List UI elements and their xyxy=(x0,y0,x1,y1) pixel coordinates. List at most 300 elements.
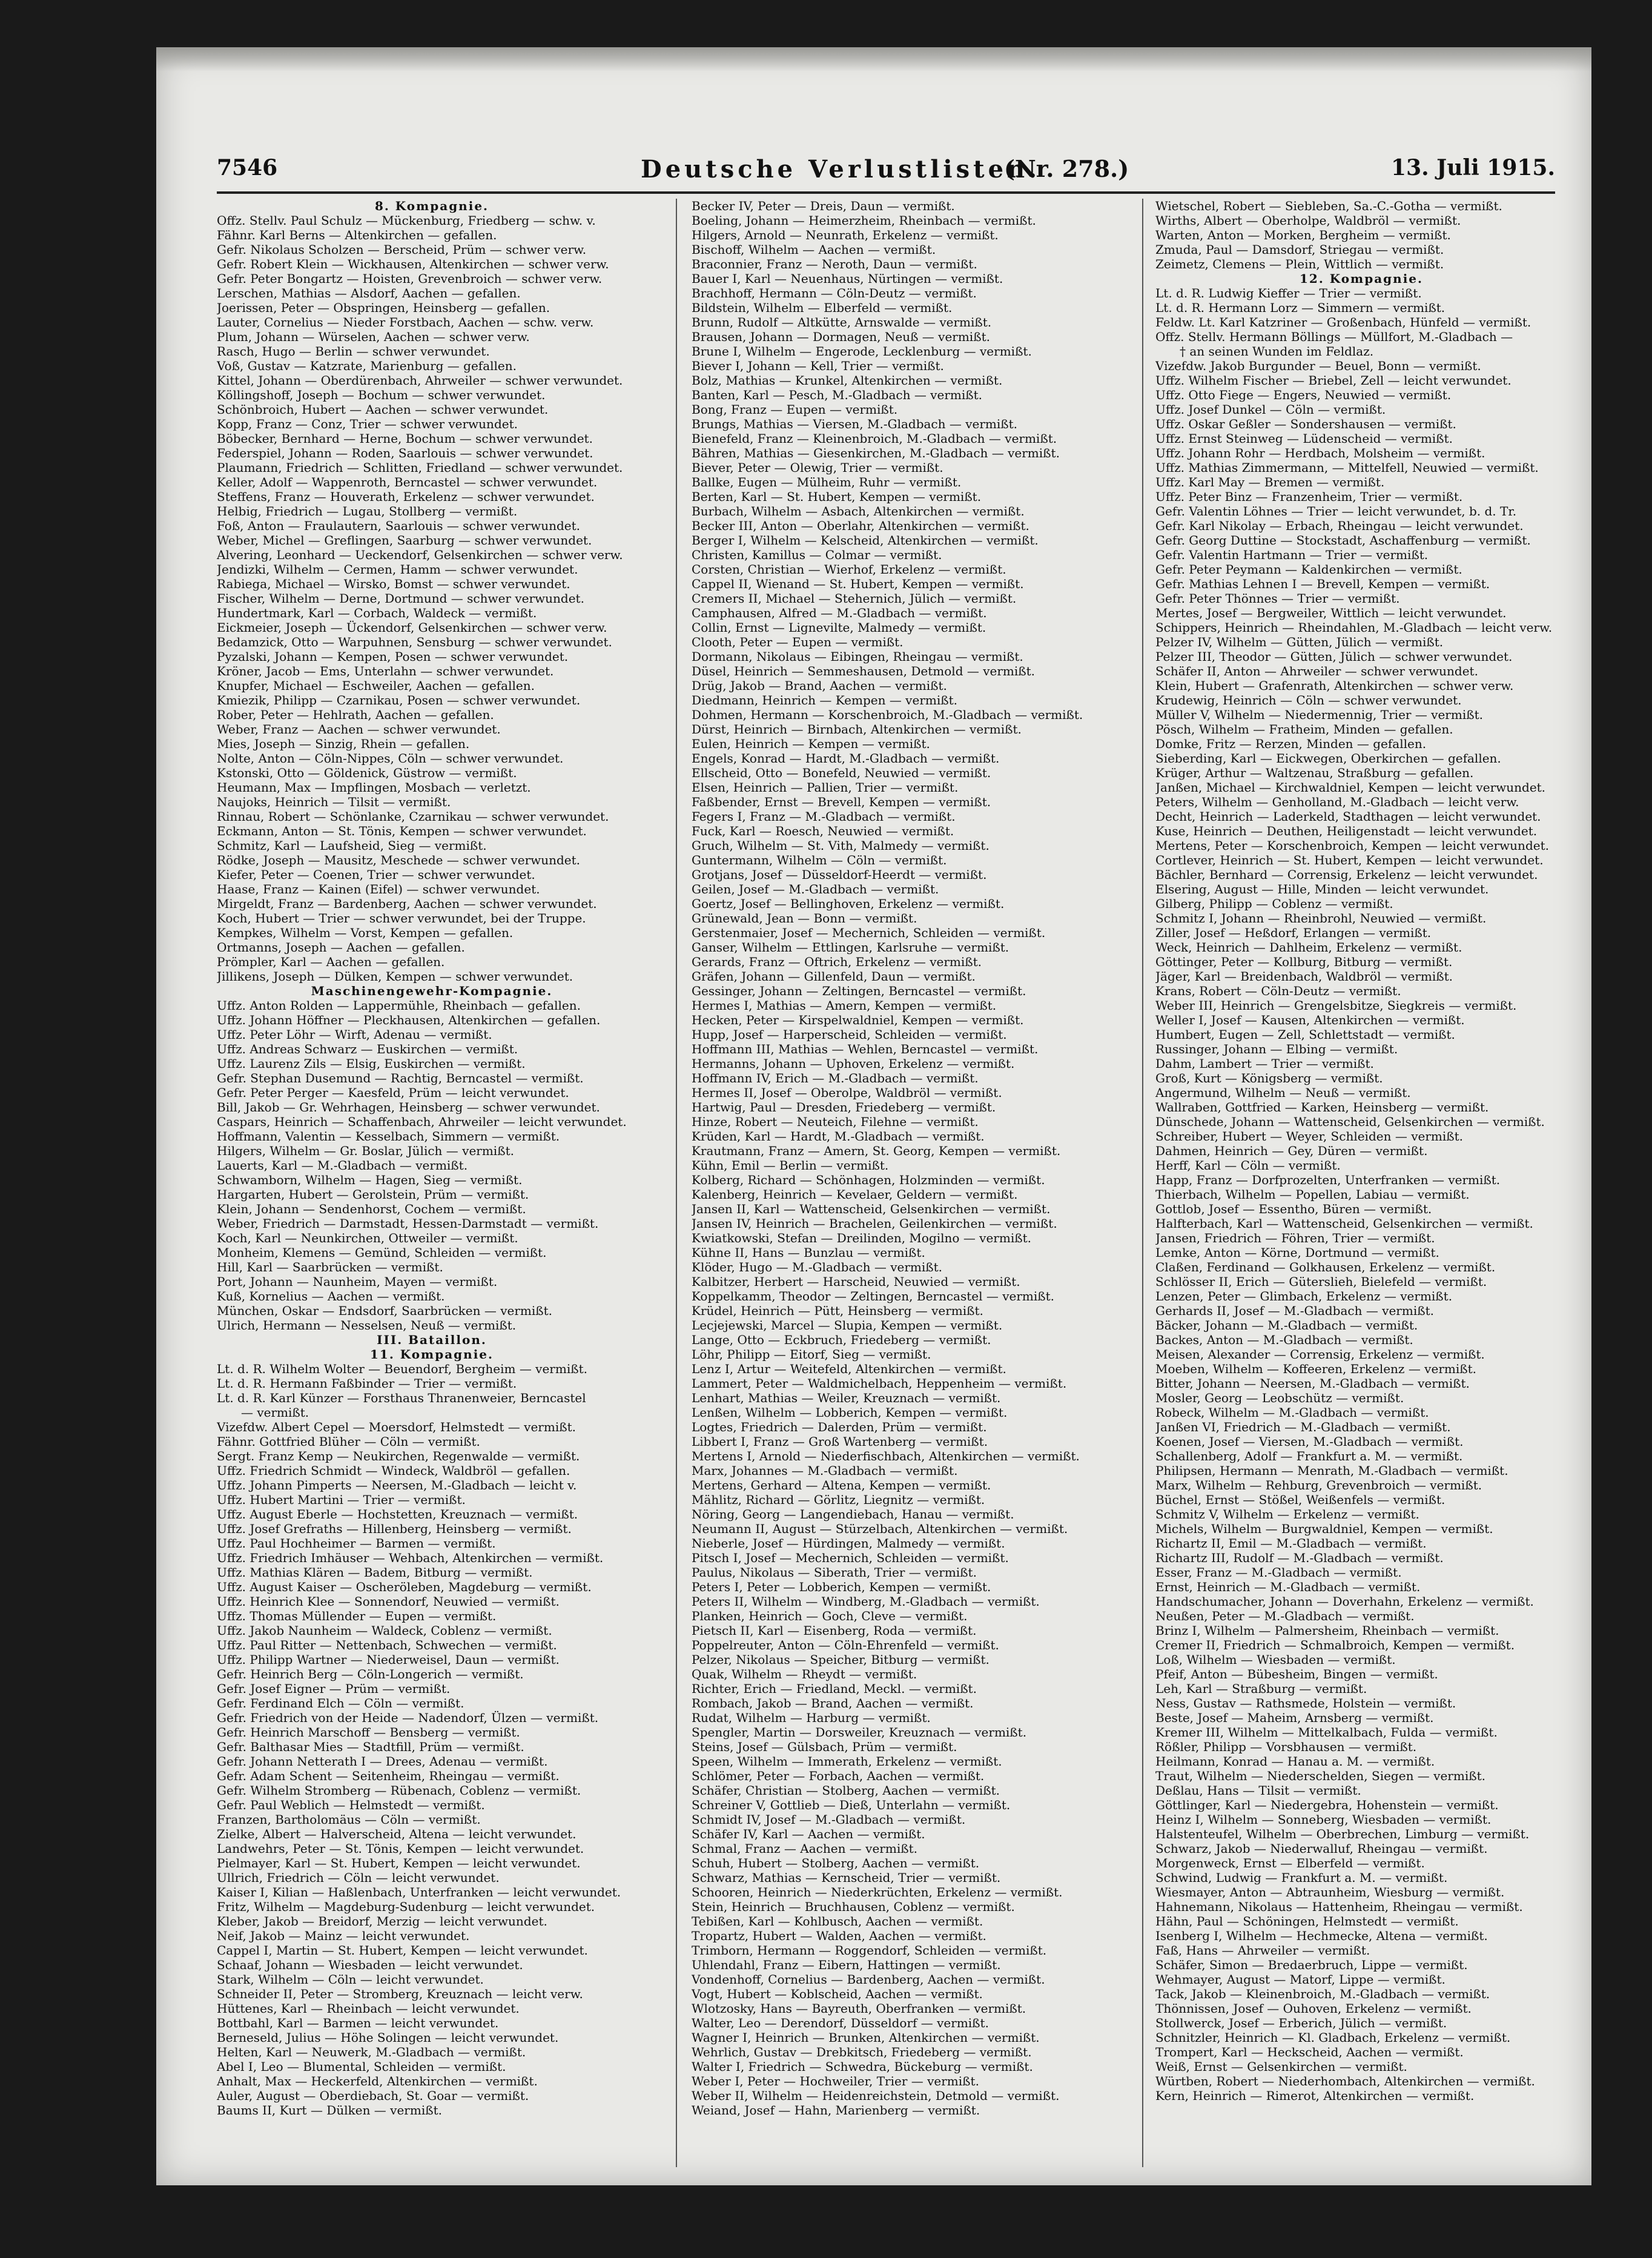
casualty-entry: Schmitz I, Johann — Rheinbrohl, Neuwied — vermißt. xyxy=(1155,911,1487,925)
casualty-entry: Bischoff, Wilhelm — Aachen — vermißt. xyxy=(692,242,936,257)
casualty-entry: Bong, Franz — Eupen — vermißt. xyxy=(692,402,898,417)
casualty-entry: Janßen VI, Friedrich — M.-Gladbach — vermißt. xyxy=(1155,1420,1451,1434)
casualty-entry: Federspiel, Johann — Roden, Saarlouis — schwer verwundet. xyxy=(217,446,593,460)
casualty-entry: Uffz. Johann Pimperts — Neersen, M.-Gladbach — leicht v. xyxy=(217,1478,577,1492)
casualty-entry: Brunn, Rudolf — Altkütte, Arnswalde — vermißt. xyxy=(692,315,992,329)
casualty-entry: Hermes I, Mathias — Amern, Kempen — vermißt. xyxy=(692,998,997,1013)
casualty-entry: Banten, Karl — Pesch, M.-Gladbach — vermißt. xyxy=(692,388,982,402)
casualty-entry: Ziller, Josef — Heßdorf, Erlangen — vermißt. xyxy=(1155,925,1432,940)
casualty-entry: Feldw. Lt. Karl Katzriner — Großenbach, Hünfeld — vermißt. xyxy=(1155,315,1531,329)
casualty-entry: Marx, Johannes — M.-Gladbach — vermißt. xyxy=(692,1463,958,1478)
casualty-entry: Ullrich, Friedrich — Cöln — leicht verwundet. xyxy=(217,1870,500,1885)
casualty-entry: Corsten, Christian — Wierhof, Erkelenz — vermißt. xyxy=(692,562,1006,577)
casualty-entry: Heumann, Max — Impflingen, Mosbach — verletzt. xyxy=(217,780,531,795)
casualty-entry: Fähnr. Karl Berns — Altenkirchen — gefallen. xyxy=(217,228,497,242)
casualty-entry: Krans, Robert — Cöln-Deutz — vermißt. xyxy=(1155,984,1401,998)
casualty-entry: Rasch, Hugo — Berlin — schwer verwundet. xyxy=(217,344,490,359)
casualty-entry: Foß, Anton — Fraulautern, Saarlouis — schwer verwundet. xyxy=(217,518,580,533)
section-heading: 8. Kompagnie. xyxy=(374,199,489,213)
casualty-entry: Würtben, Robert — Niederhombach, Altenkirchen — vermißt. xyxy=(1155,2074,1535,2088)
casualty-entry: Heilmann, Konrad — Hanau a. M. — vermißt. xyxy=(1155,1754,1435,1769)
casualty-entry: Jillikens, Joseph — Dülken, Kempen — schwer verwundet. xyxy=(217,969,573,984)
casualty-entry: Gefr. Ferdinand Elch — Cöln — vermißt. xyxy=(217,1696,464,1710)
casualty-entry: Hundertmark, Karl — Corbach, Waldeck — vermißt. xyxy=(217,606,537,620)
casualty-entry: Hahnemann, Nikolaus — Hattenheim, Rheingau — vermißt. xyxy=(1155,1899,1523,1914)
casualty-entry: Neußen, Peter — M.-Gladbach — vermißt. xyxy=(1155,1609,1415,1623)
casualty-entry: Uffz. August Kaiser — Oscheröleben, Magdeburg — vermißt. xyxy=(217,1580,592,1594)
casualty-entry: Schlösser II, Erich — Güterslieh, Bielefeld — vermißt. xyxy=(1155,1274,1487,1289)
casualty-entry: Uffz. Josef Dunkel — Cöln — vermißt. xyxy=(1155,402,1386,417)
casualty-entry: Uffz. Heinrich Klee — Sonnendorf, Neuwied — vermißt. xyxy=(217,1594,560,1609)
casualty-entry: Lt. d. R. Ludwig Kieffer — Trier — vermißt. xyxy=(1155,286,1422,300)
casualty-entry: Kuse, Heinrich — Deuthen, Heiligenstadt — leicht verwundet. xyxy=(1155,824,1538,838)
casualty-entry: Gefr. Wilhelm Stromberg — Rübenach, Coblenz — vermißt. xyxy=(217,1783,581,1798)
casualty-entry: Gefr. Heinrich Berg — Cöln-Longerich — vermißt. xyxy=(217,1667,524,1681)
section-heading: 12. Kompagnie. xyxy=(1300,271,1423,286)
casualty-entry: Koch, Hubert — Trier — schwer verwundet, bei der Truppe. xyxy=(217,911,586,925)
casualty-entry: Fegers I, Franz — M.-Gladbach — vermißt. xyxy=(692,809,956,824)
casualty-entry: Richter, Erich — Friedland, Meckl. — vermißt. xyxy=(692,1681,977,1696)
casualty-entry: Schallenberg, Adolf — Frankfurt a. M. — vermißt. xyxy=(1155,1449,1463,1463)
casualty-entry: Zielke, Albert — Halverscheid, Altena — leicht verwundet. xyxy=(217,1827,577,1841)
section-heading: III. Bataillon. xyxy=(377,1333,487,1347)
casualty-entry: Libbert I, Franz — Groß Wartenberg — vermißt. xyxy=(692,1434,988,1449)
casualty-entry: Keller, Adolf — Wappenroth, Berncastel — schwer verwundet. xyxy=(217,475,598,489)
casualty-entry: Nöring, Georg — Langendiebach, Hanau — vermißt. xyxy=(692,1507,1014,1521)
casualty-entry: Angermund, Wilhelm — Neuß — vermißt. xyxy=(1155,1085,1411,1100)
casualty-entry: Lenßen, Wilhelm — Lobberich, Kempen — vermißt. xyxy=(692,1405,1008,1420)
casualty-entry: Jansen IV, Heinrich — Brachelen, Geilenkirchen — vermißt. xyxy=(692,1216,1057,1231)
casualty-entry: Paulus, Nikolaus — Siberath, Trier — vermißt. xyxy=(692,1565,977,1580)
casualty-entry: Gefr. Valentin Hartmann — Trier — vermißt. xyxy=(1155,548,1429,562)
casualty-entry: Backes, Anton — M.-Gladbach — vermißt. xyxy=(1155,1333,1413,1347)
casualty-entry: Eulen, Heinrich — Kempen — vermißt. xyxy=(692,737,930,751)
casualty-entry: Krudewig, Heinrich — Cöln — schwer verwundet. xyxy=(1155,693,1462,707)
casualty-entry: Brausen, Johann — Dormagen, Neuß — vermißt. xyxy=(692,329,990,344)
casualty-entry: Helbig, Friedrich — Lugau, Stollberg — vermißt. xyxy=(217,504,518,518)
casualty-entry: Schreiber, Hubert — Weyer, Schleiden — vermißt. xyxy=(1155,1129,1463,1144)
casualty-entry: Vondenhoff, Cornelius — Bardenberg, Aachen — vermißt. xyxy=(692,1972,1045,1987)
casualty-entry: Wehrlich, Gustav — Drebkitsch, Friedeberg — vermißt. xyxy=(692,2045,1032,2059)
casualty-entry: Prömpler, Karl — Aachen — gefallen. xyxy=(217,955,445,969)
casualty-entry: Hüttenes, Karl — Rheinbach — leicht verwundet. xyxy=(217,2001,520,2016)
casualty-entry: Pielmayer, Karl — St. Hubert, Kempen — leicht verwundet. xyxy=(217,1856,581,1870)
casualty-entry: Braconnier, Franz — Neroth, Daun — vermißt. xyxy=(692,257,977,271)
casualty-entry: Hecken, Peter — Kirspelwaldniel, Kempen — vermißt. xyxy=(692,1013,1024,1027)
casualty-entry: Elsen, Heinrich — Pallien, Trier — vermißt. xyxy=(692,780,959,795)
casualty-entry: Gefr. Mathias Lehnen I — Brevell, Kempen — vermißt. xyxy=(1155,577,1490,591)
casualty-entry: Plaumann, Friedrich — Schlitten, Friedland — schwer verwundet. xyxy=(217,460,623,475)
casualty-entry: Krüger, Arthur — Waltzenau, Straßburg — gefallen. xyxy=(1155,766,1474,780)
casualty-entry: Gefr. Georg Duttine — Stockstadt, Aschaffenburg — vermißt. xyxy=(1155,533,1531,548)
casualty-entry: Sieberding, Karl — Eickwegen, Oberkirchen — gefallen. xyxy=(1155,751,1501,766)
casualty-entry: Wiesmayer, Anton — Abtraunheim, Wiesburg — vermißt. xyxy=(1155,1885,1505,1899)
casualty-entry: Sergt. Franz Kemp — Neukirchen, Regenwalde — vermißt. xyxy=(217,1449,580,1463)
casualty-entry: Wirths, Albert — Oberholpe, Waldbröl — vermißt. xyxy=(1155,213,1461,228)
casualty-entry: Böbecker, Bernhard — Herne, Bochum — schwer verwundet. xyxy=(217,431,593,446)
text-column-2 xyxy=(692,199,1115,2173)
casualty-entry: Schlömer, Peter — Forbach, Aachen — vermißt. xyxy=(692,1769,985,1783)
casualty-entry: Vogt, Hubert — Koblscheid, Aachen — vermißt. xyxy=(692,1987,983,2001)
casualty-entry: Lenz I, Artur — Weitefeld, Altenkirchen — vermißt. xyxy=(692,1362,1006,1376)
casualty-entry: Gefr. Nikolaus Scholzen — Berscheid, Prüm — schwer verw. xyxy=(217,242,587,257)
casualty-entry: Hill, Karl — Saarbrücken — vermißt. xyxy=(217,1260,443,1274)
casualty-entry: Brune I, Wilhelm — Engerode, Lecklenburg — vermißt. xyxy=(692,344,1032,359)
casualty-entry: Schwind, Ludwig — Frankfurt a. M. — vermißt. xyxy=(1155,1870,1448,1885)
casualty-entry: Fähnr. Gottfried Blüher — Cöln — vermißt. xyxy=(217,1434,480,1449)
casualty-entry: Plum, Johann — Würselen, Aachen — schwer verw. xyxy=(217,329,530,344)
casualty-entry: Russinger, Johann — Elbing — vermißt. xyxy=(1155,1042,1398,1056)
casualty-entry: Löhr, Philipp — Eitorf, Sieg — vermißt. xyxy=(692,1347,931,1362)
casualty-entry: Pelzer IV, Wilhelm — Gütten, Jülich — vermißt. xyxy=(1155,635,1444,649)
casualty-entry: Uffz. Paul Hochheimer — Barmen — vermißt. xyxy=(217,1536,496,1551)
casualty-entry: Zmuda, Paul — Damsdorf, Striegau — vermißt. xyxy=(1155,242,1444,257)
casualty-entry: Hupp, Josef — Harperscheid, Schleiden — vermißt. xyxy=(692,1027,1007,1042)
casualty-entry: Schäfer, Christian — Stolberg, Aachen — vermißt. xyxy=(692,1783,1000,1798)
casualty-entry: Vizefdw. Albert Cepel — Moersdorf, Helmstedt — vermißt. xyxy=(217,1420,576,1434)
casualty-entry: Krautmann, Franz — Amern, St. Georg, Kempen — vermißt. xyxy=(692,1144,1061,1158)
casualty-entry: Gefr. Heinrich Marschoff — Bensberg — vermißt. xyxy=(217,1725,520,1740)
casualty-entry: Uffz. Friedrich Schmidt — Windeck, Waldbröl — gefallen. xyxy=(217,1463,570,1478)
casualty-entry: Jäger, Karl — Breidenbach, Waldbröl — vermißt. xyxy=(1155,969,1453,984)
casualty-entry: Dahmen, Heinrich — Gey, Düren — vermißt. xyxy=(1155,1144,1428,1158)
page-header xyxy=(217,155,1555,191)
casualty-entry: Collin, Ernst — Lignevilte, Malmedy — vermißt. xyxy=(692,620,986,635)
casualty-entry: Kstonski, Otto — Göldenick, Güstrow — vermißt. xyxy=(217,766,517,780)
issue-number: (Nr. 278.) xyxy=(1004,155,1129,182)
casualty-entry: Weber I, Peter — Hochweiler, Trier — vermißt. xyxy=(692,2074,979,2088)
casualty-entry: Peters I, Peter — Lobberich, Kempen — vermißt. xyxy=(692,1580,991,1594)
casualty-entry: Lauter, Cornelius — Nieder Forstbach, Aachen — schw. verw. xyxy=(217,315,594,329)
casualty-entry: Wagner I, Heinrich — Brunken, Altenkirchen — vermißt. xyxy=(692,2030,1040,2045)
section-heading: 11. Kompagnie. xyxy=(370,1347,494,1362)
casualty-entry: Schaaf, Johann — Wiesbaden — leicht verwundet. xyxy=(217,1958,523,1972)
casualty-entry: Lt. d. R. Wilhelm Wolter — Beuendorf, Bergheim — vermißt. xyxy=(217,1362,587,1376)
casualty-entry: Brachhoff, Hermann — Cöln-Deutz — vermißt. xyxy=(692,286,977,300)
casualty-entry: Steffens, Franz — Houverath, Erkelenz — schwer verwundet. xyxy=(217,489,595,504)
casualty-entry: Uhlendahl, Franz — Eibern, Hattingen — vermißt. xyxy=(692,1958,1001,1972)
casualty-entry: Pietsch II, Karl — Eisenberg, Roda — vermißt. xyxy=(692,1623,977,1638)
casualty-entry: Pfeif, Anton — Bübesheim, Bingen — vermißt. xyxy=(1155,1667,1438,1681)
casualty-entry: Bienefeld, Franz — Kleinenbroich, M.-Gladbach — vermißt. xyxy=(692,431,1057,446)
casualty-entry: Klein, Johann — Sendenhorst, Cochem — vermißt. xyxy=(217,1202,526,1216)
casualty-entry: Leh, Karl — Straßburg — vermißt. xyxy=(1155,1681,1367,1696)
casualty-entry: Schäfer, Simon — Bredaerbruch, Lippe — vermißt. xyxy=(1155,1958,1468,1972)
casualty-entry: Walter, Leo — Derendorf, Düsseldorf — vermißt. xyxy=(692,2016,989,2030)
casualty-entry: Jansen II, Karl — Wattenscheid, Gelsenkirchen — vermißt. xyxy=(692,1202,1051,1216)
casualty-entry: Uffz. Josef Grefraths — Hillenberg, Heinsberg — vermißt. xyxy=(217,1521,572,1536)
casualty-entry: Abel I, Leo — Blumental, Schleiden — vermißt. xyxy=(217,2059,506,2074)
casualty-entry: Berten, Karl — St. Hubert, Kempen — vermißt. xyxy=(692,489,982,504)
casualty-entry: Schäfer II, Anton — Ahrweiler — schwer verwundet. xyxy=(1155,664,1478,678)
casualty-entry: Engels, Konrad — Hardt, M.-Gladbach — vermißt. xyxy=(692,751,1000,766)
casualty-entry: Halfterbach, Karl — Wattenscheid, Gelsenkirchen — vermißt. xyxy=(1155,1216,1533,1231)
casualty-entry: Clooth, Peter — Eupen — vermißt. xyxy=(692,635,904,649)
casualty-entry: Uffz. Peter Binz — Franzenheim, Trier — vermißt. xyxy=(1155,489,1463,504)
casualty-entry: Port, Johann — Naunheim, Mayen — vermißt. xyxy=(217,1274,498,1289)
casualty-entry: Uffz. Jakob Naunheim — Waldeck, Coblenz — vermißt. xyxy=(217,1623,552,1638)
casualty-entry: Berneseld, Julius — Höhe Solingen — leicht verwundet. xyxy=(217,2030,559,2045)
casualty-entry: Gefr. Peter Bongartz — Hoisten, Grevenbroich — schwer verw. xyxy=(217,271,603,286)
casualty-entry: Berger I, Wilhelm — Kelscheid, Altenkirchen — vermißt. xyxy=(692,533,1039,548)
casualty-entry: Richartz II, Emil — M.-Gladbach — vermißt. xyxy=(1155,1536,1427,1551)
casualty-entry: Fuck, Karl — Roesch, Neuwied — vermißt. xyxy=(692,824,954,838)
casualty-entry: Schwarz, Mathias — Kernscheid, Trier — vermißt. xyxy=(692,1870,1001,1885)
casualty-entry: Ortmanns, Joseph — Aachen — gefallen. xyxy=(217,940,465,955)
casualty-entry: Hoffmann IV, Erich — M.-Gladbach — vermißt. xyxy=(692,1071,979,1085)
casualty-entry: Grotjans, Josef — Düsseldorf-Heerdt — vermißt. xyxy=(692,867,987,882)
casualty-entry: Büchel, Ernst — Stößel, Weißenfels — vermißt. xyxy=(1155,1492,1446,1507)
casualty-entry: Schwamborn, Wilhelm — Hagen, Sieg — vermißt. xyxy=(217,1173,523,1187)
casualty-entry: Gräfen, Johann — Gillenfeld, Daun — vermißt. xyxy=(692,969,976,984)
casualty-entry: Fritz, Wilhelm — Magdeburg-Sudenburg — leicht verwundet. xyxy=(217,1899,595,1914)
casualty-entry: Weller I, Josef — Kausen, Altenkirchen — vermißt. xyxy=(1155,1013,1465,1027)
casualty-entry: Zeimetz, Clemens — Plein, Wittlich — vermißt. xyxy=(1155,257,1444,271)
casualty-entry: † an seinen Wunden im Feldlaz. xyxy=(1180,344,1374,359)
casualty-entry: Ernst, Heinrich — M.-Gladbach — vermißt. xyxy=(1155,1580,1421,1594)
casualty-entry: Gerards, Franz — Oftrich, Erkelenz — vermißt. xyxy=(692,955,982,969)
casualty-entry: Koppelkamm, Theodor — Zeltingen, Berncastel — vermißt. xyxy=(692,1289,1055,1303)
casualty-entry: Rödke, Joseph — Mausitz, Meschede — schwer verwundet. xyxy=(217,853,581,867)
casualty-entry: Loß, Wilhelm — Wiesbaden — vermißt. xyxy=(1155,1652,1396,1667)
casualty-entry: Uffz. Johann Rohr — Herdbach, Molsheim — vermißt. xyxy=(1155,446,1485,460)
casualty-entry: Humbert, Eugen — Zell, Schlettstadt — vermißt. xyxy=(1155,1027,1455,1042)
casualty-entry: Gefr. Adam Schent — Seitenheim, Rheingau — vermißt. xyxy=(217,1769,560,1783)
casualty-entry: Weber, Franz — Aachen — schwer verwundet. xyxy=(217,722,501,737)
casualty-entry: Ganser, Wilhelm — Ettlingen, Karlsruhe — vermißt. xyxy=(692,940,1009,955)
casualty-entry: Uffz. Mathias Zimmermann, — Mittelfell, Neuwied — vermißt. xyxy=(1155,460,1539,475)
casualty-entry: Uffz. Anton Rolden — Lappermühle, Rheinbach — gefallen. xyxy=(217,998,581,1013)
casualty-entry: Goertz, Josef — Bellinghoven, Erkelenz — vermißt. xyxy=(692,896,1005,911)
casualty-entry: Bäcker, Johann — M.-Gladbach — vermißt. xyxy=(1155,1318,1418,1333)
casualty-entry: Bildstein, Wilhelm — Elberfeld — vermißt. xyxy=(692,300,953,315)
casualty-entry: Gefr. Josef Eigner — Prüm — vermißt. xyxy=(217,1681,451,1696)
casualty-entry: Tropartz, Hubert — Walden, Aachen — vermißt. xyxy=(692,1929,986,1943)
newspaper-page xyxy=(156,47,1591,2185)
casualty-entry: Gefr. Friedrich von der Heide — Nadendorf, Ülzen — vermißt. xyxy=(217,1710,599,1725)
publication-title: Deutsche Verlustlisten. xyxy=(641,155,1041,184)
casualty-entry: Walter I, Friedrich — Schwedra, Bückeburg — vermißt. xyxy=(692,2059,1033,2074)
casualty-entry: Cappel I, Martin — St. Hubert, Kempen — leicht verwundet. xyxy=(217,1943,588,1958)
casualty-entry: Weber II, Wilhelm — Heidenreichstein, Detmold — vermißt. xyxy=(692,2088,1060,2103)
casualty-entry: Naujoks, Heinrich — Tilsit — vermißt. xyxy=(217,795,451,809)
casualty-entry: Gefr. Balthasar Mies — Stadtfill, Prüm — vermißt. xyxy=(217,1740,524,1754)
casualty-entry: Wietschel, Robert — Siebleben, Sa.-C.-Gotha — vermißt. xyxy=(1155,199,1502,213)
casualty-entry: Hargarten, Hubert — Gerolstein, Prüm — vermißt. xyxy=(217,1187,529,1202)
casualty-entry: Kaiser I, Kilian — Haßlenbach, Unterfranken — leicht verwundet. xyxy=(217,1885,621,1899)
casualty-entry: Kolberg, Richard — Schönhagen, Holzminden — vermißt. xyxy=(692,1173,1045,1187)
casualty-entry: Ellscheid, Otto — Bonefeld, Neuwied — vermißt. xyxy=(692,766,991,780)
casualty-entry: Tack, Jakob — Kleinenbroich, M.-Gladbach — vermißt. xyxy=(1155,1987,1490,2001)
casualty-entry: Vizefdw. Jakob Burgunder — Beuel, Bonn — vermißt. xyxy=(1155,359,1481,373)
casualty-entry: Gefr. Peter Thönnes — Trier — vermißt. xyxy=(1155,591,1400,606)
casualty-entry: Bitter, Johann — Neersen, M.-Gladbach — vermißt. xyxy=(1155,1376,1470,1391)
casualty-entry: Warten, Anton — Morken, Bergheim — vermißt. xyxy=(1155,228,1451,242)
casualty-entry: Uffz. Philipp Wartner — Niederweisel, Daun — vermißt. xyxy=(217,1652,560,1667)
casualty-entry: Weiand, Josef — Hahn, Marienberg — vermißt. xyxy=(692,2103,980,2117)
casualty-entry: Jansen, Friedrich — Föhren, Trier — vermißt. xyxy=(1155,1231,1435,1245)
casualty-entry: Franzen, Bartholomäus — Cöln — vermißt. xyxy=(217,1812,481,1827)
casualty-entry: Rabiega, Michael — Wirsko, Bomst — schwer verwundet. xyxy=(217,577,570,591)
casualty-entry: Eckmann, Anton — St. Tönis, Kempen — schwer verwundet. xyxy=(217,824,587,838)
casualty-entry: Pösch, Wilhelm — Fratheim, Minden — gefallen. xyxy=(1155,722,1453,737)
casualty-entry: Decht, Heinrich — Laderkeld, Stadthagen — leicht verwundet. xyxy=(1155,809,1541,824)
casualty-entry: Weber, Friedrich — Darmstadt, Hessen-Darmstadt — vermißt. xyxy=(217,1216,599,1231)
casualty-entry: Hermanns, Johann — Uphoven, Erkelenz — vermißt. xyxy=(692,1056,1015,1071)
casualty-entry: Kiefer, Peter — Coenen, Trier — schwer verwundet. xyxy=(217,867,535,882)
casualty-entry: Kempkes, Wilhelm — Vorst, Kempen — gefallen. xyxy=(217,925,514,940)
casualty-entry: Haase, Franz — Kainen (Eifel) — schwer verwundet. xyxy=(217,882,540,896)
casualty-entry: Bedamzick, Otto — Warpuhnen, Sensburg — schwer verwundet. xyxy=(217,635,612,649)
casualty-entry: Peters II, Wilhelm — Windberg, M.-Gladbach — vermißt. xyxy=(692,1594,1040,1609)
casualty-entry: Pyzalski, Johann — Kempen, Posen — schwer verwundet. xyxy=(217,649,569,664)
casualty-entry: Wlotzosky, Hans — Bayreuth, Oberfranken — vermißt. xyxy=(692,2001,1026,2016)
casualty-entry: Uffz. August Eberle — Hochstetten, Kreuznach — vermißt. xyxy=(217,1507,578,1521)
casualty-entry: Landwehrs, Peter — St. Tönis, Kempen — leicht verwundet. xyxy=(217,1841,584,1856)
casualty-entry: Wallraben, Gottfried — Karken, Heinsberg — vermißt. xyxy=(1155,1100,1489,1114)
casualty-entry: Tebißen, Karl — Kohlbusch, Aachen — vermißt. xyxy=(692,1914,983,1929)
casualty-entry: Lange, Otto — Eckbruch, Friedeberg — vermißt. xyxy=(692,1333,991,1347)
casualty-entry: Lecjejewski, Marcel — Slupia, Kempen — vermißt. xyxy=(692,1318,1003,1333)
casualty-entry: Kmiezik, Philipp — Czarnikau, Posen — schwer verwundet. xyxy=(217,693,581,707)
casualty-entry: Esser, Franz — M.-Gladbach — vermißt. xyxy=(1155,1565,1402,1580)
casualty-entry: Rudat, Wilhelm — Harburg — vermißt. xyxy=(692,1710,931,1725)
casualty-entry: Kittel, Johann — Oberdürenbach, Ahrweiler — schwer verwundet. xyxy=(217,373,623,388)
casualty-entry: Mertens, Peter — Korschenbroich, Kempen — leicht verwundet. xyxy=(1155,838,1549,853)
casualty-entry: Mies, Joseph — Sinzig, Rhein — gefallen. xyxy=(217,737,470,751)
casualty-entry: Hoffmann III, Mathias — Wehlen, Berncastel — vermißt. xyxy=(692,1042,1039,1056)
casualty-entry: Gefr. Robert Klein — Wickhausen, Altenkirchen — schwer verw. xyxy=(217,257,609,271)
casualty-entry: Speen, Wilhelm — Immerath, Erkelenz — vermißt. xyxy=(692,1754,1002,1769)
casualty-entry: Richartz III, Rudolf — M.-Gladbach — vermißt. xyxy=(1155,1551,1444,1565)
casualty-entry: Domke, Fritz — Rerzen, Minden — gefallen. xyxy=(1155,737,1427,751)
casualty-entry: Moeben, Wilhelm — Koffeeren, Erkelenz — vermißt. xyxy=(1155,1362,1476,1376)
casualty-entry: Dohmen, Hermann — Korschenbroich, M.-Gladbach — vermißt. xyxy=(692,707,1083,722)
casualty-entry: Gefr. Valentin Löhnes — Trier — leicht verwundet, b. d. Tr. xyxy=(1155,504,1517,518)
page-edge-shadow xyxy=(156,47,1591,71)
casualty-entry: Drüg, Jakob — Brand, Aachen — vermißt. xyxy=(692,678,947,693)
casualty-entry: Uffz. Karl May — Bremen — vermißt. xyxy=(1155,475,1385,489)
casualty-entry: Kühne II, Hans — Bunzlau — vermißt. xyxy=(692,1245,925,1260)
casualty-entry: Neif, Jakob — Mainz — leicht verwundet. xyxy=(217,1929,470,1943)
casualty-entry: Bächler, Bernhard — Corrensig, Erkelenz — leicht verwundet. xyxy=(1155,867,1538,882)
casualty-entry: Anhalt, Max — Heckerfeld, Altenkirchen — vermißt. xyxy=(217,2074,538,2088)
casualty-entry: Koenen, Josef — Viersen, M.-Gladbach — vermißt. xyxy=(1155,1434,1464,1449)
casualty-entry: Stein, Heinrich — Bruchhausen, Coblenz — vermißt. xyxy=(692,1899,1015,1914)
casualty-entry: Cappel II, Wienand — St. Hubert, Kempen — vermißt. xyxy=(692,577,1024,591)
casualty-entry: Trimborn, Hermann — Roggendorf, Schleiden — vermißt. xyxy=(692,1943,1047,1958)
casualty-entry: Bill, Jakob — Gr. Wehrhagen, Heinsberg — schwer verwundet. xyxy=(217,1100,600,1114)
casualty-entry: Gefr. Karl Nikolay — Erbach, Rheingau — leicht verwundet. xyxy=(1155,518,1524,533)
casualty-entry: Hermes II, Josef — Oberolpe, Waldbröl — vermißt. xyxy=(692,1085,1002,1100)
casualty-entry: Isenberg I, Wilhelm — Hechmecke, Altena — vermißt. xyxy=(1155,1929,1488,1943)
casualty-entry: Deßlau, Hans — Tilsit — vermißt. xyxy=(1155,1783,1361,1798)
casualty-entry: Lt. d. R. Hermann Faßbinder — Trier — vermißt. xyxy=(217,1376,517,1391)
casualty-entry: Wehmayer, August — Matorf, Lippe — vermißt. xyxy=(1155,1972,1446,1987)
casualty-entry: Uffz. Peter Löhr — Wirft, Adenau — vermißt. xyxy=(217,1027,492,1042)
casualty-entry: Schmitz V, Wilhelm — Erkelenz — vermißt. xyxy=(1155,1507,1419,1521)
casualty-entry: Kleber, Jakob — Breidorf, Merzig — leicht verwundet. xyxy=(217,1914,547,1929)
casualty-entry: Morgenweck, Ernst — Elberfeld — vermißt. xyxy=(1155,1856,1425,1870)
casualty-entry: Ulrich, Hermann — Nesselsen, Neuß — vermißt. xyxy=(217,1318,517,1333)
casualty-entry: Kuß, Kornelius — Aachen — vermißt. xyxy=(217,1289,445,1303)
casualty-entry: Göttinger, Peter — Kollburg, Bitburg — vermißt. xyxy=(1155,955,1453,969)
casualty-entry: Kremer III, Wilhelm — Mittelkalbach, Fulda — vermißt. xyxy=(1155,1725,1498,1740)
casualty-entry: Mählitz, Richard — Görlitz, Liegnitz — vermißt. xyxy=(692,1492,985,1507)
casualty-entry: Cortlever, Heinrich — St. Hubert, Kempen — leicht verwundet. xyxy=(1155,853,1544,867)
casualty-entry: Elsering, August — Hille, Minden — leicht verwundet. xyxy=(1155,882,1489,896)
casualty-entry: Gruch, Wilhelm — St. Vith, Malmedy — vermißt. xyxy=(692,838,990,853)
casualty-entry: Joerissen, Peter — Obspringen, Heinsberg — gefallen. xyxy=(217,300,550,315)
casualty-entry: Mertes, Josef — Bergweiler, Wittlich — leicht verwundet. xyxy=(1155,606,1507,620)
casualty-entry: Uffz. Andreas Schwarz — Euskirchen — vermißt. xyxy=(217,1042,518,1056)
casualty-entry: Thierbach, Wilhelm — Popellen, Labiau — vermißt. xyxy=(1155,1187,1470,1202)
casualty-entry: Schwarz, Jakob — Niederwalluf, Rheingau — vermißt. xyxy=(1155,1841,1488,1856)
casualty-entry: Düsel, Heinrich — Semmeshausen, Detmold — vermißt. xyxy=(692,664,1036,678)
casualty-entry: Helten, Karl — Neuwerk, M.-Gladbach — vermißt. xyxy=(217,2045,526,2059)
casualty-entry: Uffz. Otto Fiege — Engers, Neuwied — vermißt. xyxy=(1155,388,1452,402)
casualty-entry: Gilberg, Philipp — Coblenz — vermißt. xyxy=(1155,896,1393,911)
casualty-entry: Boeling, Johann — Heimerzheim, Rheinbach — vermißt. xyxy=(692,213,1036,228)
casualty-entry: Stark, Wilhelm — Cöln — leicht verwundet. xyxy=(217,1972,484,1987)
casualty-entry: Guntermann, Wilhelm — Cöln — vermißt. xyxy=(692,853,947,867)
casualty-entry: Stollwerck, Josef — Erberich, Jülich — vermißt. xyxy=(1155,2016,1447,2030)
casualty-entry: Kwiatkowski, Stefan — Dreilinden, Mogilno — vermißt. xyxy=(692,1231,1031,1245)
casualty-entry: Schäfer IV, Karl — Aachen — vermißt. xyxy=(692,1827,925,1841)
casualty-entry: Neumann II, August — Stürzelbach, Altenkirchen — vermißt. xyxy=(692,1521,1068,1536)
casualty-entry: Robeck, Wilhelm — M.-Gladbach — vermißt. xyxy=(1155,1405,1429,1420)
casualty-entry: Jendizki, Wilhelm — Cermen, Hamm — schwer verwundet. xyxy=(217,562,578,577)
casualty-entry: — vermißt. xyxy=(241,1405,309,1420)
casualty-entry: Hähn, Paul — Schöningen, Helmstedt — vermißt. xyxy=(1155,1914,1459,1929)
casualty-entry: Heinz I, Wilhelm — Sonneberg, Wiesbaden — vermißt. xyxy=(1155,1812,1492,1827)
casualty-entry: Weck, Heinrich — Dahlheim, Erkelenz — vermißt. xyxy=(1155,940,1462,955)
casualty-entry: Hilgers, Wilhelm — Gr. Boslar, Jülich — vermißt. xyxy=(217,1144,514,1158)
casualty-entry: Gerhards II, Josef — M.-Gladbach — vermißt. xyxy=(1155,1303,1434,1318)
casualty-entry: Klöder, Hugo — M.-Gladbach — vermißt. xyxy=(692,1260,943,1274)
casualty-entry: Beste, Josef — Maheim, Arnsberg — vermißt. xyxy=(1155,1710,1434,1725)
header-rule xyxy=(217,191,1555,194)
section-heading: Maschinengewehr-Kompagnie. xyxy=(311,984,553,998)
casualty-entry: Faßbender, Ernst — Brevell, Kempen — vermißt. xyxy=(692,795,991,809)
casualty-entry: München, Oskar — Endsdorf, Saarbrücken — vermißt. xyxy=(217,1303,553,1318)
column-divider xyxy=(676,199,677,2167)
column-divider xyxy=(1142,199,1143,2167)
casualty-entry: Steins, Josef — Gülsbach, Prüm — vermißt. xyxy=(692,1740,957,1754)
casualty-entry: Groß, Kurt — Königsberg — vermißt. xyxy=(1155,1071,1383,1085)
casualty-entry: Halstenteufel, Wilhelm — Oberbrechen, Limburg — vermißt. xyxy=(1155,1827,1530,1841)
casualty-entry: Offz. Stellv. Hermann Böllings — Müllfort, M.-Gladbach — xyxy=(1155,329,1513,344)
casualty-entry: Thönnissen, Josef — Ouhoven, Erkelenz — vermißt. xyxy=(1155,2001,1472,2016)
casualty-entry: Mertens I, Arnold — Niederfischbach, Altenkirchen — vermißt. xyxy=(692,1449,1080,1463)
casualty-entry: Grünewald, Jean — Bonn — vermißt. xyxy=(692,911,917,925)
casualty-entry: Uffz. Johann Höffner — Pleckhausen, Altenkirchen — gefallen. xyxy=(217,1013,601,1027)
casualty-entry: Uffz. Thomas Müllender — Eupen — vermißt. xyxy=(217,1609,497,1623)
casualty-entry: Lt. d. R. Karl Künzer — Forsthaus Thranenweier, Berncastel xyxy=(217,1391,586,1405)
casualty-entry: Pelzer, Nikolaus — Speicher, Bitburg — vermißt. xyxy=(692,1652,990,1667)
casualty-entry: Lerschen, Mathias — Alsdorf, Aachen — gefallen. xyxy=(217,286,521,300)
casualty-entry: Gottlob, Josef — Essentho, Büren — vermißt. xyxy=(1155,1202,1432,1216)
casualty-entry: Faß, Hans — Ahrweiler — vermißt. xyxy=(1155,1943,1370,1958)
casualty-entry: Brungs, Mathias — Viersen, M.-Gladbach — vermißt. xyxy=(692,417,1018,431)
casualty-entry: Schönbroich, Hubert — Aachen — schwer verwundet. xyxy=(217,402,549,417)
casualty-entry: Lauerts, Karl — M.-Gladbach — vermißt. xyxy=(217,1158,468,1173)
casualty-entry: Rombach, Jakob — Brand, Aachen — vermißt. xyxy=(692,1696,974,1710)
casualty-entry: Gessinger, Johann — Zeltingen, Berncastel — vermißt. xyxy=(692,984,1026,998)
casualty-entry: Quak, Wilhelm — Rheydt — vermißt. xyxy=(692,1667,917,1681)
casualty-entry: Schuh, Hubert — Stolberg, Aachen — vermißt. xyxy=(692,1856,980,1870)
casualty-entry: Happ, Franz — Dorfprozelten, Unterfranken — vermißt. xyxy=(1155,1173,1501,1187)
